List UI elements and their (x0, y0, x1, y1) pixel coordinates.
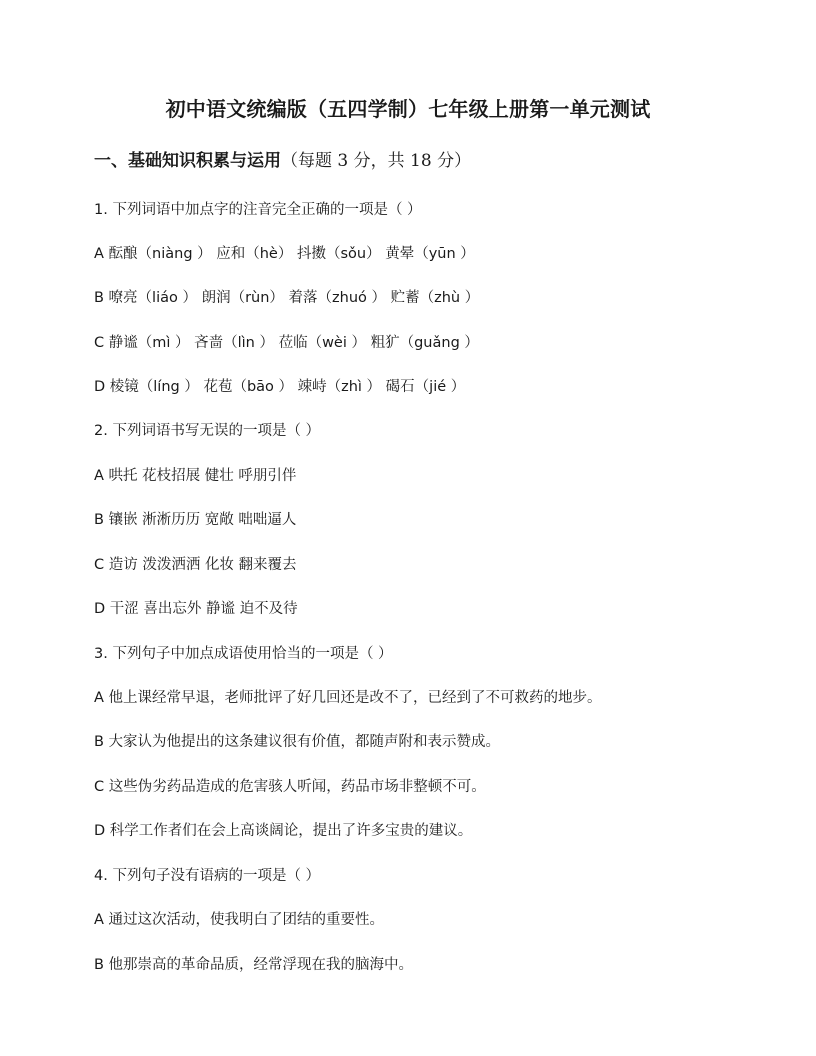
section-heading (94, 147, 471, 175)
section-heading-title: 一、基础知识积累与运用 (94, 151, 281, 171)
question-3-option-b: B 大家认为他提出的这条建议很有价值，都随声附和表示赞成。 (94, 734, 501, 750)
question-3-option-d: D 科学工作者们在会上高谈阔论，提出了许多宝贵的建议。 (94, 823, 473, 839)
question-3-option-c: C 这些伪劣药品造成的危害骇人听闻，药品市场非整顿不可。 (94, 779, 486, 795)
question-2-stem: 2. 下列词语书写无误的一项是（ ） (94, 423, 321, 439)
question-1-option-d: D 棱镜（líng ） 花苞（bāo ） 竦峙（zhì ） 碣石（jié ） (94, 379, 466, 395)
question-1-option-a: A 酝酿（niàng ） 应和（hè） 抖擞（sǒu） 黄晕（yūn ） (94, 246, 475, 262)
question-3-option-a: A 他上课经常早退，老师批评了好几回还是改不了，已经到了不可救药的地步。 (94, 690, 602, 706)
question-2-option-c: C 造访 泼泼洒洒 化妆 翻来覆去 (94, 557, 297, 573)
question-4-option-a: A 通过这次活动，使我明白了团结的重要性。 (94, 912, 385, 928)
question-1-option-b: B 嘹亮（liáo ） 朗润（rùn） 着落（zhuó ） 贮蓄（zhù ） (94, 290, 480, 306)
question-4-stem: 4. 下列句子没有语病的一项是（ ） (94, 868, 321, 884)
question-4-option-b: B 他那崇高的革命品质，经常浮现在我的脑海中。 (94, 957, 414, 973)
document-title: 初中语文统编版（五四学制）七年级上册第一单元测试 (165, 97, 651, 121)
question-1-stem: 1. 下列词语中加点字的注音完全正确的一项是（ ） (94, 202, 422, 218)
question-2-option-b: B 镶嵌 淅淅历历 宽敞 咄咄逼人 (94, 512, 297, 528)
question-1-option-c: C 静谧（mì ） 吝啬（lìn ） 莅临（wèi ） 粗犷（guǎng ） (94, 335, 479, 351)
section-heading-scoring: （每题 3 分，共 18 分） (281, 151, 472, 171)
question-2-option-a: A 哄托 花枝招展 健壮 呼朋引伴 (94, 468, 297, 484)
question-2-option-d: D 干涩 喜出忘外 静谧 迫不及待 (94, 601, 298, 617)
question-3-stem: 3. 下列句子中加点成语使用恰当的一项是（ ） (94, 646, 393, 662)
